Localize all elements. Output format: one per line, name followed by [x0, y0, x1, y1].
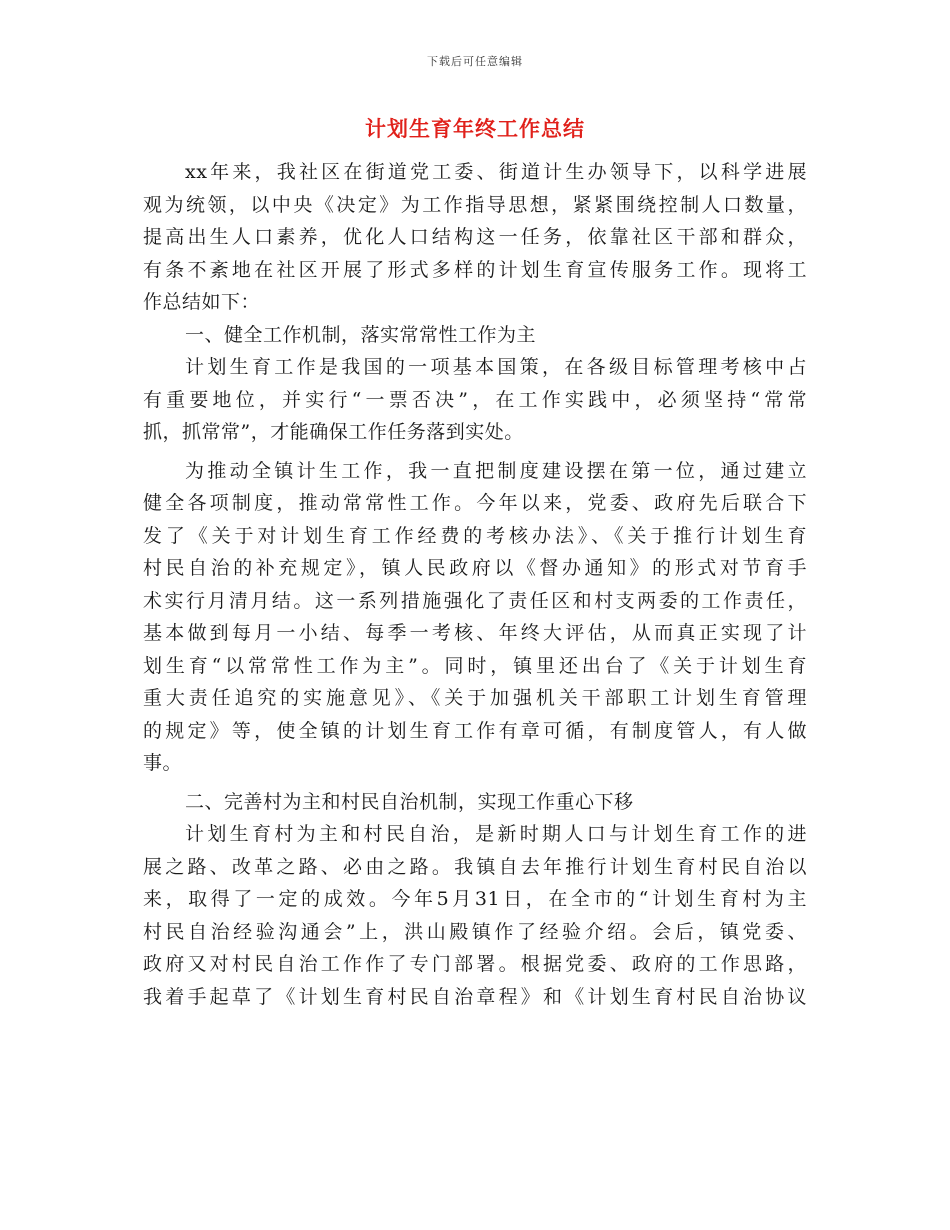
paragraph-line: 计划生育工作是我国的一项基本国策，在各级目标管理考核中占: [185, 356, 807, 378]
paragraph-line: 我着手起草了《计划生育村民自治章程》和《计划生育村民自治协议: [143, 985, 807, 1008]
page-header-note: 下载后可任意编辑: [427, 55, 523, 68]
paragraph-line: 有重要地位，并实行“一票否决”，在工作实践中，必须坚持“常常: [143, 388, 807, 411]
document-title: 计划生育年终工作总结: [365, 116, 585, 141]
paragraph-line: 术实行月清月结。这一系列措施强化了责任区和村支两委的工作责任，: [143, 589, 807, 612]
section-heading: 二、完善村为主和村民自治机制，实现工作重心下移: [185, 790, 634, 813]
paragraph-line: 为推动全镇计生工作，我一直把制度建设摆在第一位，通过建立: [185, 459, 807, 482]
section-heading: 一、健全工作机制，落实常常性工作为主: [185, 323, 537, 346]
paragraph-line: 计划生育村为主和村民自治，是新时期人口与计划生育工作的进: [185, 823, 807, 845]
paragraph-line: 观为统领，以中央《决定》为工作指导思想，紧紧围绕控制人口数量，: [143, 193, 807, 216]
paragraph-line: 抓，抓常常”，才能确保工作任务落到实处。: [143, 421, 524, 443]
document-body: [143, 156, 807, 1013]
paragraph-line: 划生育“以常常性工作为主”。同时，镇里还出台了《关于计划生育: [143, 654, 807, 677]
paragraph-line: 村民自治的补充规定》，镇人民政府以《督办通知》的形式对节育手: [143, 557, 807, 579]
paragraph-line: 健全各项制度，推动常常性工作。今年以来，党委、政府先后联合下: [143, 492, 807, 514]
paragraph-line: 事。: [143, 752, 183, 774]
paragraph-line: 展之路、改革之路、必由之路。我镇自去年推行计划生育村民自治以: [143, 855, 807, 878]
paragraph-line: 有条不紊地在社区开展了形式多样的计划生育宣传服务工作。现将工: [143, 258, 807, 281]
paragraph-line: 基本做到每月一小结、每季一考核、年终大评估，从而真正实现了计: [143, 622, 807, 644]
paragraph-line: xx年来，我社区在街道党工委、街道计生办领导下，以科学进展: [185, 161, 807, 183]
paragraph-line: 重大责任追究的实施意见》、《关于加强机关干部职工计划生育管理: [143, 687, 807, 709]
paragraph-line: 作总结如下：: [143, 291, 261, 313]
paragraph-line: 村民自治经验沟通会”上，洪山殿镇作了经验介绍。会后，镇党委、: [143, 920, 807, 943]
paragraph-line: 政府又对村民自治工作作了专门部署。根据党委、政府的工作思路，: [143, 953, 807, 975]
paragraph-line: 来，取得了一定的成效。今年5月31日，在全市的“计划生育村为主: [143, 888, 807, 910]
paragraph-line: 的规定》等，使全镇的计划生育工作有章可循，有制度管人，有人做: [143, 719, 807, 742]
paragraph-line: 发了《关于对计划生育工作经费的考核办法》、《关于推行计划生育: [143, 524, 807, 547]
paragraph-line: 提高出生人口素养，优化人口结构这一任务，依靠社区干部和群众，: [143, 226, 807, 248]
